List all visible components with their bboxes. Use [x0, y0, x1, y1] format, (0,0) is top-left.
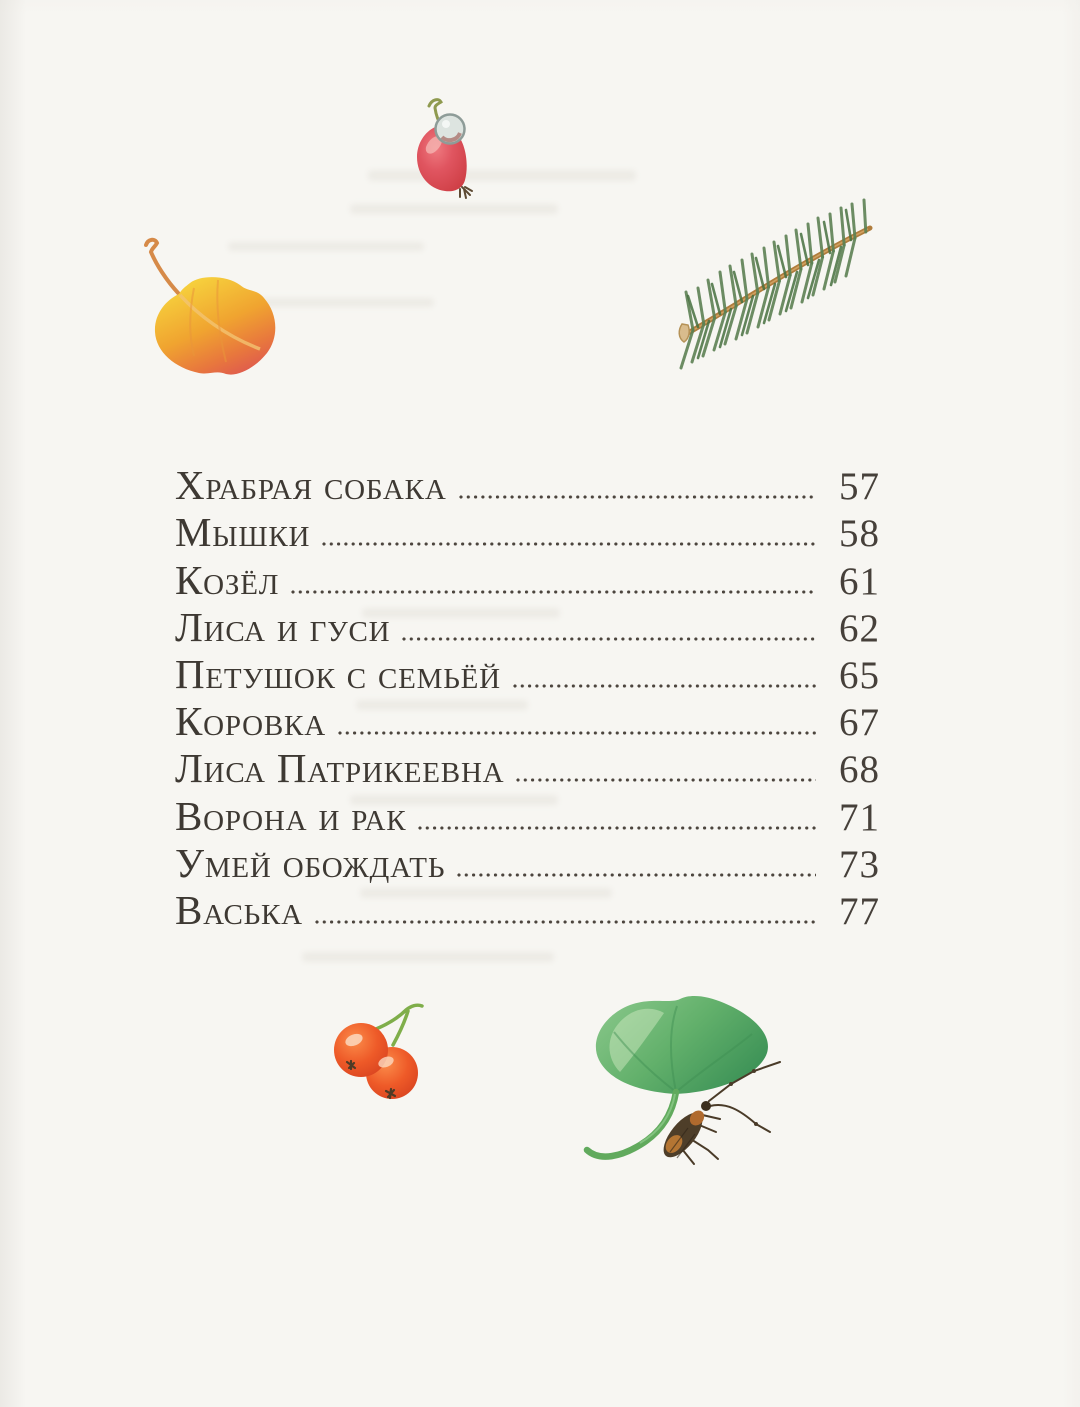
- toc-entry-page-number: 62: [839, 606, 880, 650]
- toc-entry-page-number: 61: [839, 559, 880, 603]
- toc-entry: [175, 837, 880, 884]
- table-of-contents: [175, 459, 880, 931]
- autumn-leaf-illustration: [136, 236, 288, 382]
- bleed-through-text: [302, 952, 554, 962]
- spruce-needles-lower: [681, 238, 855, 368]
- toc-entry-title: Мышки: [175, 509, 311, 556]
- toc-entry-page-number: 73: [839, 842, 880, 886]
- dot-leader: [338, 731, 816, 735]
- toc-entry-title: Ворона и рак: [175, 792, 407, 839]
- dot-leader: [418, 826, 816, 830]
- dot-leader: [459, 495, 816, 499]
- toc-entry-page-number: 71: [839, 795, 880, 839]
- toc-entry: [175, 553, 880, 603]
- dot-leader: [457, 873, 816, 877]
- toc-entry-page-number: 67: [839, 701, 880, 745]
- toc-entry-title: Васька: [175, 886, 303, 933]
- dot-leader: [322, 542, 816, 546]
- toc-entry: [175, 884, 880, 931]
- toc-entry-title: Умей обождать: [175, 839, 446, 886]
- toc-entry-page-number: 77: [839, 889, 880, 933]
- toc-entry-page-number: 58: [839, 512, 880, 556]
- toc-entry-title: Петушок с семьёй: [175, 650, 501, 697]
- toc-entry-page-number: 57: [839, 465, 880, 509]
- toc-entry-page-number: 68: [839, 748, 880, 792]
- dot-leader: [291, 590, 816, 594]
- toc-entry: [175, 459, 880, 509]
- toc-entry-title: Коровка: [175, 698, 326, 745]
- toc-entry: [175, 695, 880, 745]
- toc-entry: [175, 506, 880, 556]
- dot-leader: [516, 778, 816, 782]
- dot-leader: [315, 920, 816, 924]
- rowan-berry: [334, 1023, 388, 1077]
- spruce-bud: [679, 324, 689, 342]
- toc-entry-title: Лиса и гуси: [175, 603, 391, 650]
- beetle-head: [701, 1101, 711, 1111]
- toc-entry-title: Лиса Патрикеевна: [175, 745, 505, 792]
- toc-entry: [175, 648, 880, 695]
- rowan-berries-illustration: [328, 1002, 432, 1106]
- spruce-branch-illustration: [638, 192, 898, 378]
- toc-entry: [175, 601, 880, 648]
- dot-leader: [513, 684, 816, 688]
- leaf-stem: [146, 240, 179, 294]
- rosehip-berry-illustration: [402, 95, 494, 211]
- leaf-with-beetle-illustration: [580, 992, 806, 1192]
- dot-leader: [402, 637, 816, 641]
- toc-entry-title: Козёл: [175, 556, 280, 603]
- toc-entry: [175, 789, 880, 839]
- toc-entry-page-number: 65: [839, 653, 880, 697]
- toc-entry-title: Храбрая собака: [175, 462, 447, 509]
- rosehip-sepal-tuft: [460, 187, 472, 198]
- rosehip-dewdrop: [436, 115, 465, 144]
- toc-entry: [175, 742, 880, 792]
